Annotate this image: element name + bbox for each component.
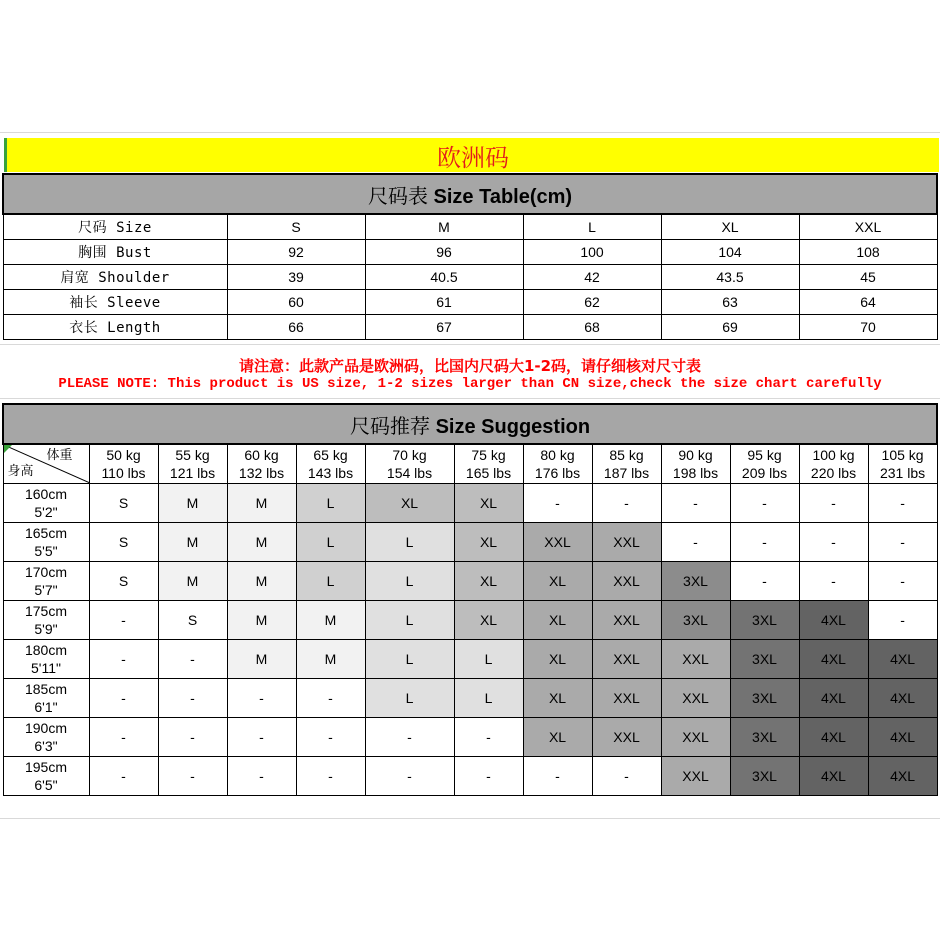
size-table-row-label: 尺码 Size bbox=[3, 214, 227, 240]
suggested-size-cell: - bbox=[89, 640, 158, 679]
weight-header-cell bbox=[227, 444, 296, 484]
suggested-size-cell: - bbox=[454, 718, 523, 757]
suggested-size-cell: - bbox=[868, 562, 937, 601]
size-table-title-en: Size Table(cm) bbox=[433, 185, 573, 208]
suggestion-row bbox=[3, 601, 937, 640]
suggested-size-cell: XXL bbox=[661, 718, 730, 757]
height-cm: 165cm bbox=[24, 525, 68, 541]
size-table-row bbox=[3, 240, 937, 265]
suggested-size-cell: XXL bbox=[523, 523, 592, 562]
suggested-size-cell: XL bbox=[365, 484, 454, 523]
size-table-cell: 68 bbox=[523, 315, 661, 340]
weight-kg: 75 kg bbox=[471, 447, 506, 463]
suggested-size-cell: 3XL bbox=[730, 601, 799, 640]
suggested-size-cell: - bbox=[365, 718, 454, 757]
weight-lbs: 198 lbs bbox=[672, 465, 719, 481]
suggested-size-cell: - bbox=[592, 484, 661, 523]
suggested-size-cell: XXL bbox=[592, 718, 661, 757]
size-table-row-label: 胸围 Bust bbox=[3, 240, 227, 265]
suggested-size-cell: - bbox=[799, 484, 868, 523]
height-ft: 5'9" bbox=[34, 621, 58, 637]
size-table-cell: 42 bbox=[523, 265, 661, 290]
size-table-cell: 96 bbox=[365, 240, 523, 265]
weight-lbs: 187 lbs bbox=[603, 465, 650, 481]
grid-line bbox=[0, 344, 940, 345]
suggested-size-cell: M bbox=[227, 562, 296, 601]
size-table-cell: 92 bbox=[227, 240, 365, 265]
height-cell bbox=[3, 601, 89, 640]
height-ft: 5'11" bbox=[31, 660, 61, 676]
height-cell bbox=[3, 562, 89, 601]
weight-kg: 90 kg bbox=[678, 447, 713, 463]
suggested-size-cell: - bbox=[661, 484, 730, 523]
weight-header-row bbox=[3, 444, 937, 484]
suggested-size-cell: - bbox=[730, 562, 799, 601]
corner-weight-label: 体重 bbox=[46, 448, 73, 463]
suggested-size-cell: 4XL bbox=[868, 679, 937, 718]
weight-lbs: 132 lbs bbox=[238, 465, 285, 481]
suggested-size-cell: - bbox=[730, 523, 799, 562]
suggestion-title-row bbox=[3, 404, 937, 444]
suggested-size-cell: XL bbox=[454, 484, 523, 523]
note-english: PLEASE NOTE: This product is US size, 1-2 sizes larger than CN size,check the size chart carefully bbox=[58, 376, 882, 392]
height-ft: 6'3" bbox=[34, 738, 58, 754]
size-table-cell: 63 bbox=[661, 290, 799, 315]
size-table-cell: 64 bbox=[799, 290, 937, 315]
suggested-size-cell: - bbox=[296, 718, 365, 757]
height-cell bbox=[3, 640, 89, 679]
suggested-size-cell: 4XL bbox=[799, 718, 868, 757]
suggested-size-cell: - bbox=[227, 679, 296, 718]
suggested-size-cell: 4XL bbox=[799, 640, 868, 679]
suggested-size-cell: XL bbox=[523, 640, 592, 679]
size-table-title-row bbox=[3, 174, 937, 214]
weight-header-cell bbox=[592, 444, 661, 484]
suggested-size-cell: XXL bbox=[592, 640, 661, 679]
size-suggestion-table bbox=[2, 403, 938, 796]
weight-kg: 100 kg bbox=[812, 447, 855, 463]
weight-lbs: 165 lbs bbox=[465, 465, 512, 481]
size-table bbox=[2, 173, 938, 340]
suggested-size-cell: S bbox=[158, 601, 227, 640]
height-cell bbox=[3, 523, 89, 562]
size-table-cell: 45 bbox=[799, 265, 937, 290]
suggestion-row bbox=[3, 718, 937, 757]
size-table-cell: 43.5 bbox=[661, 265, 799, 290]
suggested-size-cell: 3XL bbox=[661, 562, 730, 601]
weight-header-cell bbox=[454, 444, 523, 484]
size-table-cell: 67 bbox=[365, 315, 523, 340]
suggested-size-cell: XXL bbox=[661, 640, 730, 679]
suggested-size-cell: L bbox=[454, 679, 523, 718]
suggested-size-cell: - bbox=[730, 484, 799, 523]
height-cell bbox=[3, 757, 89, 796]
size-table-row bbox=[3, 214, 937, 240]
height-ft: 6'5" bbox=[34, 777, 58, 793]
suggested-size-cell: XL bbox=[523, 718, 592, 757]
size-table-cell: 60 bbox=[227, 290, 365, 315]
corner-header-cell bbox=[3, 444, 89, 484]
suggested-size-cell: - bbox=[89, 679, 158, 718]
suggested-size-cell: XXL bbox=[592, 679, 661, 718]
suggested-size-cell: - bbox=[158, 718, 227, 757]
suggested-size-cell: S bbox=[89, 484, 158, 523]
suggested-size-cell: L bbox=[454, 640, 523, 679]
suggested-size-cell: M bbox=[227, 640, 296, 679]
suggestion-row bbox=[3, 757, 937, 796]
suggested-size-cell: L bbox=[365, 601, 454, 640]
weight-kg: 50 kg bbox=[106, 447, 141, 463]
suggested-size-cell: - bbox=[365, 757, 454, 796]
size-table-title bbox=[3, 174, 937, 214]
suggested-size-cell: - bbox=[661, 523, 730, 562]
suggestion-title-cn: 尺码推荐 bbox=[350, 413, 431, 438]
suggested-size-cell: XL bbox=[523, 562, 592, 601]
suggested-size-cell: M bbox=[227, 601, 296, 640]
suggested-size-cell: - bbox=[523, 484, 592, 523]
height-ft: 5'7" bbox=[34, 582, 58, 598]
size-table-cell: 39 bbox=[227, 265, 365, 290]
size-table-title-cn: 尺码表 bbox=[367, 183, 428, 208]
weight-header-cell bbox=[296, 444, 365, 484]
suggested-size-cell: - bbox=[158, 640, 227, 679]
suggested-size-cell: M bbox=[296, 640, 365, 679]
grid-line bbox=[0, 132, 940, 133]
suggestion-row bbox=[3, 562, 937, 601]
suggestion-title bbox=[3, 404, 937, 444]
height-ft: 5'2" bbox=[34, 504, 58, 520]
suggested-size-cell: M bbox=[227, 484, 296, 523]
weight-kg: 80 kg bbox=[540, 447, 575, 463]
weight-header-cell bbox=[868, 444, 937, 484]
suggested-size-cell: 4XL bbox=[868, 718, 937, 757]
suggestion-row bbox=[3, 640, 937, 679]
suggested-size-cell: - bbox=[799, 523, 868, 562]
suggested-size-cell: 3XL bbox=[661, 601, 730, 640]
size-table-row bbox=[3, 315, 937, 340]
suggested-size-cell: 3XL bbox=[730, 718, 799, 757]
suggested-size-cell: XL bbox=[454, 523, 523, 562]
suggested-size-cell: 4XL bbox=[799, 601, 868, 640]
size-table-cell: 40.5 bbox=[365, 265, 523, 290]
weight-lbs: 110 lbs bbox=[101, 465, 146, 481]
suggested-size-cell: XXL bbox=[592, 523, 661, 562]
suggested-size-cell: - bbox=[89, 757, 158, 796]
suggested-size-cell: - bbox=[89, 718, 158, 757]
size-table-cell: 104 bbox=[661, 240, 799, 265]
suggested-size-cell: XL bbox=[523, 601, 592, 640]
suggestion-title-en: Size Suggestion bbox=[435, 415, 591, 438]
suggested-size-cell: 3XL bbox=[730, 757, 799, 796]
height-cm: 195cm bbox=[24, 759, 68, 775]
suggested-size-cell: 4XL bbox=[868, 640, 937, 679]
suggested-size-cell: - bbox=[89, 601, 158, 640]
height-cm: 185cm bbox=[24, 681, 68, 697]
size-table-cell: S bbox=[227, 214, 365, 240]
suggested-size-cell: L bbox=[365, 640, 454, 679]
suggested-size-cell: L bbox=[296, 484, 365, 523]
weight-lbs: 154 lbs bbox=[386, 465, 433, 481]
suggested-size-cell: L bbox=[365, 523, 454, 562]
suggested-size-cell: - bbox=[799, 562, 868, 601]
height-cm: 175cm bbox=[24, 603, 68, 619]
suggested-size-cell: - bbox=[868, 484, 937, 523]
height-cm: 180cm bbox=[24, 642, 68, 658]
height-cm: 160cm bbox=[24, 486, 68, 502]
suggested-size-cell: S bbox=[89, 562, 158, 601]
suggested-size-cell: M bbox=[158, 562, 227, 601]
height-ft: 5'5" bbox=[34, 543, 58, 559]
weight-header-cell bbox=[730, 444, 799, 484]
suggested-size-cell: S bbox=[89, 523, 158, 562]
size-table-cell: 61 bbox=[365, 290, 523, 315]
weight-kg: 70 kg bbox=[392, 447, 427, 463]
suggested-size-cell: L bbox=[296, 523, 365, 562]
height-cell bbox=[3, 718, 89, 757]
corner-height-label: 身高 bbox=[7, 464, 34, 479]
weight-header-cell bbox=[661, 444, 730, 484]
weight-kg: 55 kg bbox=[175, 447, 210, 463]
suggested-size-cell: M bbox=[227, 523, 296, 562]
suggested-size-cell: 4XL bbox=[799, 679, 868, 718]
size-table-cell: 69 bbox=[661, 315, 799, 340]
suggested-size-cell: XXL bbox=[592, 601, 661, 640]
weight-kg: 60 kg bbox=[244, 447, 279, 463]
suggested-size-cell: L bbox=[296, 562, 365, 601]
suggested-size-cell: - bbox=[296, 679, 365, 718]
suggested-size-cell: 3XL bbox=[730, 640, 799, 679]
suggested-size-cell: L bbox=[365, 562, 454, 601]
suggested-size-cell: XL bbox=[454, 601, 523, 640]
weight-header-cell bbox=[158, 444, 227, 484]
weight-header-cell bbox=[799, 444, 868, 484]
suggested-size-cell: L bbox=[365, 679, 454, 718]
suggested-size-cell: - bbox=[868, 601, 937, 640]
suggested-size-cell: XXL bbox=[661, 679, 730, 718]
weight-lbs: 121 lbs bbox=[169, 465, 216, 481]
weight-kg: 105 kg bbox=[881, 447, 924, 463]
size-table-row bbox=[3, 265, 937, 290]
size-table-row bbox=[3, 290, 937, 315]
weight-lbs: 143 lbs bbox=[307, 465, 354, 481]
suggested-size-cell: - bbox=[158, 679, 227, 718]
height-cell bbox=[3, 679, 89, 718]
weight-kg: 85 kg bbox=[609, 447, 644, 463]
suggested-size-cell: - bbox=[523, 757, 592, 796]
size-table-cell: XXL bbox=[799, 214, 937, 240]
height-cm: 170cm bbox=[24, 564, 68, 580]
size-table-cell: 66 bbox=[227, 315, 365, 340]
weight-header-cell bbox=[523, 444, 592, 484]
suggested-size-cell: - bbox=[227, 757, 296, 796]
weight-lbs: 176 lbs bbox=[534, 465, 581, 481]
suggested-size-cell: M bbox=[296, 601, 365, 640]
weight-lbs: 209 lbs bbox=[741, 465, 788, 481]
suggested-size-cell: - bbox=[592, 757, 661, 796]
size-table-cell: L bbox=[523, 214, 661, 240]
size-table-row-label: 袖长 Sleeve bbox=[3, 290, 227, 315]
suggested-size-cell: - bbox=[158, 757, 227, 796]
suggestion-row bbox=[3, 484, 937, 523]
suggested-size-cell: 4XL bbox=[868, 757, 937, 796]
grid-line bbox=[0, 398, 940, 399]
size-table-cell: 62 bbox=[523, 290, 661, 315]
suggested-size-cell: XXL bbox=[661, 757, 730, 796]
region-banner: 欧洲码 bbox=[4, 138, 939, 172]
size-table-cell: M bbox=[365, 214, 523, 240]
weight-lbs: 231 lbs bbox=[879, 465, 926, 481]
weight-kg: 95 kg bbox=[747, 447, 782, 463]
suggested-size-cell: - bbox=[454, 757, 523, 796]
size-table-row-label: 衣长 Length bbox=[3, 315, 227, 340]
weight-header-cell bbox=[365, 444, 454, 484]
size-table-row-label: 肩宽 Shoulder bbox=[3, 265, 227, 290]
height-ft: 6'1" bbox=[34, 699, 58, 715]
suggested-size-cell: M bbox=[158, 484, 227, 523]
grid-line bbox=[0, 818, 940, 819]
size-table-cell: 70 bbox=[799, 315, 937, 340]
suggested-size-cell: 3XL bbox=[730, 679, 799, 718]
size-table-cell: 100 bbox=[523, 240, 661, 265]
suggested-size-cell: - bbox=[868, 523, 937, 562]
suggested-size-cell: M bbox=[158, 523, 227, 562]
suggested-size-cell: - bbox=[296, 757, 365, 796]
suggested-size-cell: XXL bbox=[592, 562, 661, 601]
note-chinese: 请注意：此款产品是欧洲码，比国内尺码大1-2码，请仔细核对尺寸表 bbox=[238, 357, 702, 375]
suggestion-row bbox=[3, 679, 937, 718]
weight-lbs: 220 lbs bbox=[810, 465, 857, 481]
size-table-cell: XL bbox=[661, 214, 799, 240]
suggested-size-cell: XL bbox=[454, 562, 523, 601]
suggested-size-cell: 4XL bbox=[799, 757, 868, 796]
height-cell bbox=[3, 484, 89, 523]
height-cm: 190cm bbox=[24, 720, 68, 736]
suggestion-row bbox=[3, 523, 937, 562]
size-table-cell: 108 bbox=[799, 240, 937, 265]
weight-header-cell bbox=[89, 444, 158, 484]
weight-kg: 65 kg bbox=[313, 447, 348, 463]
suggested-size-cell: XL bbox=[523, 679, 592, 718]
suggested-size-cell: - bbox=[227, 718, 296, 757]
